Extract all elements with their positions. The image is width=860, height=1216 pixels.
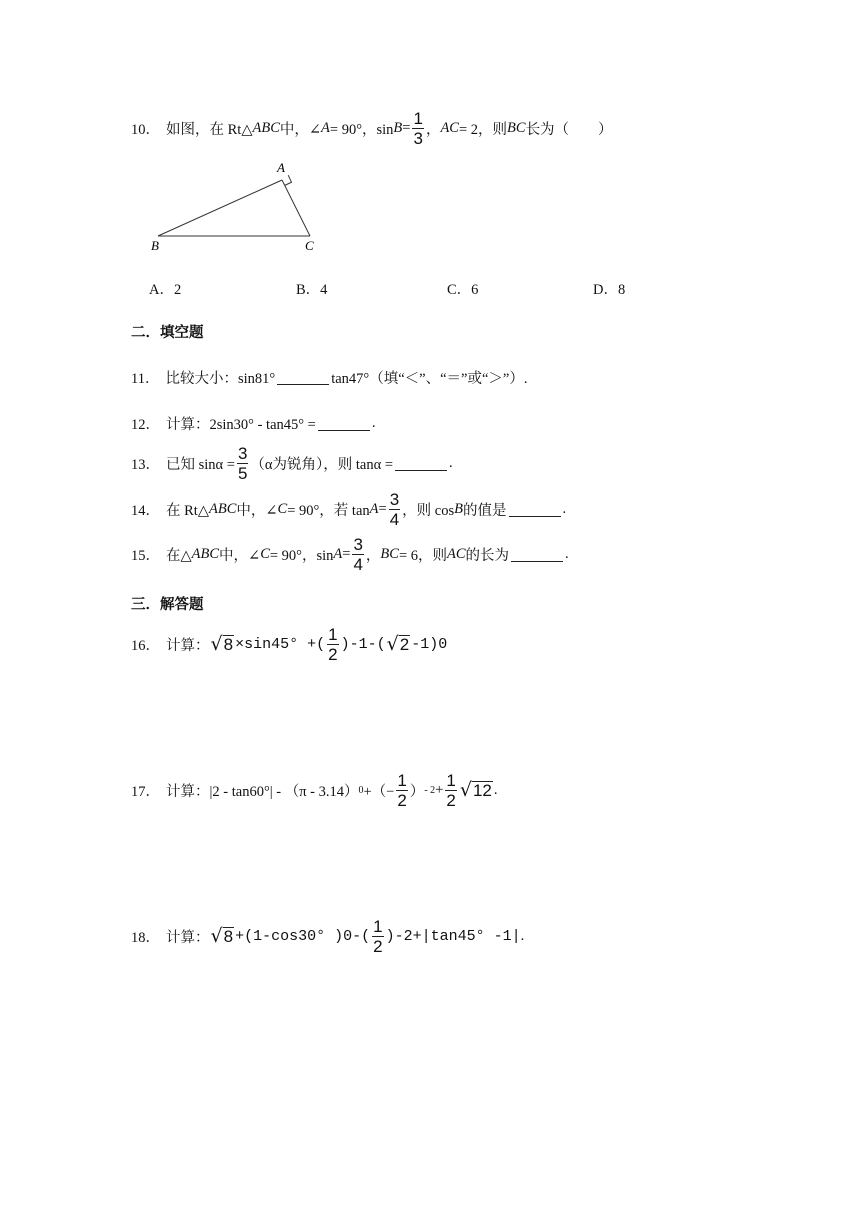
cos-var: B xyxy=(454,501,463,517)
angle-var: C xyxy=(260,546,270,562)
text: tan47°（填“＜”、“＝”或“＞”）. xyxy=(331,371,528,387)
angle-var: C xyxy=(277,501,288,517)
expression: ) xyxy=(385,928,395,945)
text: . xyxy=(371,415,376,431)
expression: +(1-cos30° ) xyxy=(235,928,344,945)
option-a: A．2 xyxy=(149,282,182,298)
expression: ×sin45° +( xyxy=(235,636,326,653)
side-ab xyxy=(158,180,282,236)
expression: ) xyxy=(340,636,350,653)
question-number: 12． xyxy=(131,417,160,433)
denominator: 2 xyxy=(328,645,338,664)
angle-var: A xyxy=(321,120,330,136)
question-11 xyxy=(131,367,527,388)
vertex-label-b: B xyxy=(151,238,159,253)
denominator: 4 xyxy=(353,555,363,574)
numerator: 1 xyxy=(397,771,407,790)
denominator: 3 xyxy=(413,129,423,148)
text: = 6，则 xyxy=(398,548,448,564)
side-ac xyxy=(282,180,310,236)
answer-blank[interactable] xyxy=(277,370,329,385)
denominator: 2 xyxy=(397,791,407,810)
text: . xyxy=(493,782,498,798)
text: 计算：2sin30° - tan45° = xyxy=(166,417,316,433)
text: 在 Rt△ xyxy=(166,503,209,519)
triangle-name: ABC xyxy=(252,120,280,136)
expression: -( xyxy=(352,928,371,945)
question-number: 11． xyxy=(131,371,160,387)
answer-blank[interactable] xyxy=(395,456,447,471)
segment-ac: AC xyxy=(440,120,459,136)
triangle-name: ABC xyxy=(208,501,237,517)
numerator: 3 xyxy=(389,490,400,509)
text: 中，∠ xyxy=(219,548,261,564)
text: = 2，则 xyxy=(458,122,508,138)
text: . xyxy=(562,501,567,517)
text: ） xyxy=(409,784,425,800)
answer-blank[interactable] xyxy=(509,502,561,517)
square-root xyxy=(211,635,235,655)
text: = 90°，sin xyxy=(329,122,394,138)
text: . xyxy=(449,455,453,471)
question-number: 18． xyxy=(131,930,160,946)
numerator: 1 xyxy=(446,771,456,790)
expression: -( xyxy=(367,636,386,653)
fraction xyxy=(352,536,363,573)
numerator: 1 xyxy=(373,917,383,936)
question-13 xyxy=(131,445,453,482)
text: 如图，在 Rt△ xyxy=(166,122,253,138)
text: （α为锐角），则 tanα = xyxy=(250,457,394,473)
denominator: 2 xyxy=(373,937,383,956)
text: = 90°，若 tan xyxy=(287,503,370,519)
fraction xyxy=(412,110,423,147)
expression: +|tan45° -1| xyxy=(412,928,521,945)
text: +（− xyxy=(363,784,395,800)
radical-sign: √ xyxy=(210,925,223,948)
fraction xyxy=(396,772,407,809)
question-number: 17． xyxy=(131,784,160,800)
radical-sign: √ xyxy=(386,633,399,656)
section-heading-fill-in: 二．填空题 xyxy=(131,325,204,341)
expression: -1) xyxy=(411,636,439,653)
answer-blank[interactable] xyxy=(318,416,370,431)
radical-sign: √ xyxy=(210,633,223,656)
fraction xyxy=(389,491,400,528)
text: = xyxy=(402,120,411,136)
text: = xyxy=(342,546,351,562)
text: = 90°，sin xyxy=(269,548,334,564)
text: ， xyxy=(365,548,381,564)
denominator: 2 xyxy=(446,791,456,810)
text: 的值是 xyxy=(463,503,507,519)
question-14 xyxy=(131,491,566,528)
option-b: B．4 xyxy=(296,282,328,298)
segment-ac: AC xyxy=(447,546,466,562)
text: 的长为 xyxy=(465,548,510,564)
text: 长为（ ） xyxy=(525,122,613,138)
text: . xyxy=(520,928,525,944)
text: ，则 cos xyxy=(402,503,455,519)
triangle-name: ABC xyxy=(191,546,220,562)
radicand: 2 xyxy=(399,634,410,654)
numerator: 1 xyxy=(328,625,338,644)
numerator: 1 xyxy=(413,109,423,128)
answer-blank[interactable] xyxy=(511,547,563,562)
question-number: 10． xyxy=(131,122,160,138)
sin-var: A xyxy=(333,546,343,562)
text: 计算：|2 - tan60°| - （π - 3.14） xyxy=(166,784,359,800)
question-10 xyxy=(131,110,613,147)
numerator: 3 xyxy=(353,535,363,554)
tan-var: A xyxy=(369,501,379,517)
radicand: 12 xyxy=(472,780,492,800)
question-12 xyxy=(131,413,376,434)
text: ， xyxy=(425,122,441,138)
fraction xyxy=(372,918,383,955)
text: 中，∠ xyxy=(236,503,278,519)
question-16: 16． 计算： √ 8 ×sin45° +( $\frac{1}{2}$ ) -1 -( √ 2 -1) 0 xyxy=(131,625,448,664)
fraction xyxy=(445,772,456,809)
denominator: 4 xyxy=(389,510,400,529)
question-number: 16． xyxy=(131,638,160,654)
question-15 xyxy=(131,536,569,573)
text: 中，∠ xyxy=(279,122,322,138)
question-17: 17． 计算：|2 - tan60°| - （π - 3.14） 0 +（− $\frac{1}{2}$ ） - 2 + $\frac{1}{2}$ √ 12 . xyxy=(131,771,498,810)
section-heading-solve: 三．解答题 xyxy=(131,597,204,613)
vertex-label-a: A xyxy=(277,160,285,175)
question-number: 13． xyxy=(131,457,160,473)
text: = xyxy=(378,501,387,517)
question-18: 18． 计算： √ 8 +(1-cos30° ) 0 -( $\frac{1}{2}$ ) -2 +|tan45° -1| . xyxy=(131,917,525,956)
square-root xyxy=(460,781,493,801)
option-d: D．8 xyxy=(593,282,626,298)
text: 比较大小：sin81° xyxy=(165,371,276,387)
segment-bc: BC xyxy=(380,546,399,562)
sin-var: B xyxy=(393,120,403,136)
text: 已知 sinα = xyxy=(166,457,235,473)
square-root xyxy=(387,635,411,655)
triangle-figure xyxy=(145,158,325,258)
numerator: 3 xyxy=(237,444,248,463)
denominator: 5 xyxy=(237,464,248,483)
text: + xyxy=(435,782,444,798)
text: . xyxy=(565,546,569,562)
text: 在△ xyxy=(166,548,192,564)
square-root xyxy=(211,927,235,947)
text: 计算： xyxy=(166,638,210,654)
fraction xyxy=(327,626,338,663)
text: 计算： xyxy=(166,930,210,946)
radical-sign: √ xyxy=(459,779,472,802)
question-number: 14． xyxy=(131,503,160,519)
question-number: 15． xyxy=(131,548,160,564)
fraction xyxy=(237,445,248,482)
right-angle-mark xyxy=(285,175,292,185)
option-c: C．6 xyxy=(447,282,479,298)
radicand: 8 xyxy=(223,634,234,654)
vertex-label-c: C xyxy=(305,238,314,253)
radicand: 8 xyxy=(223,926,234,946)
segment-bc: BC xyxy=(507,120,526,136)
